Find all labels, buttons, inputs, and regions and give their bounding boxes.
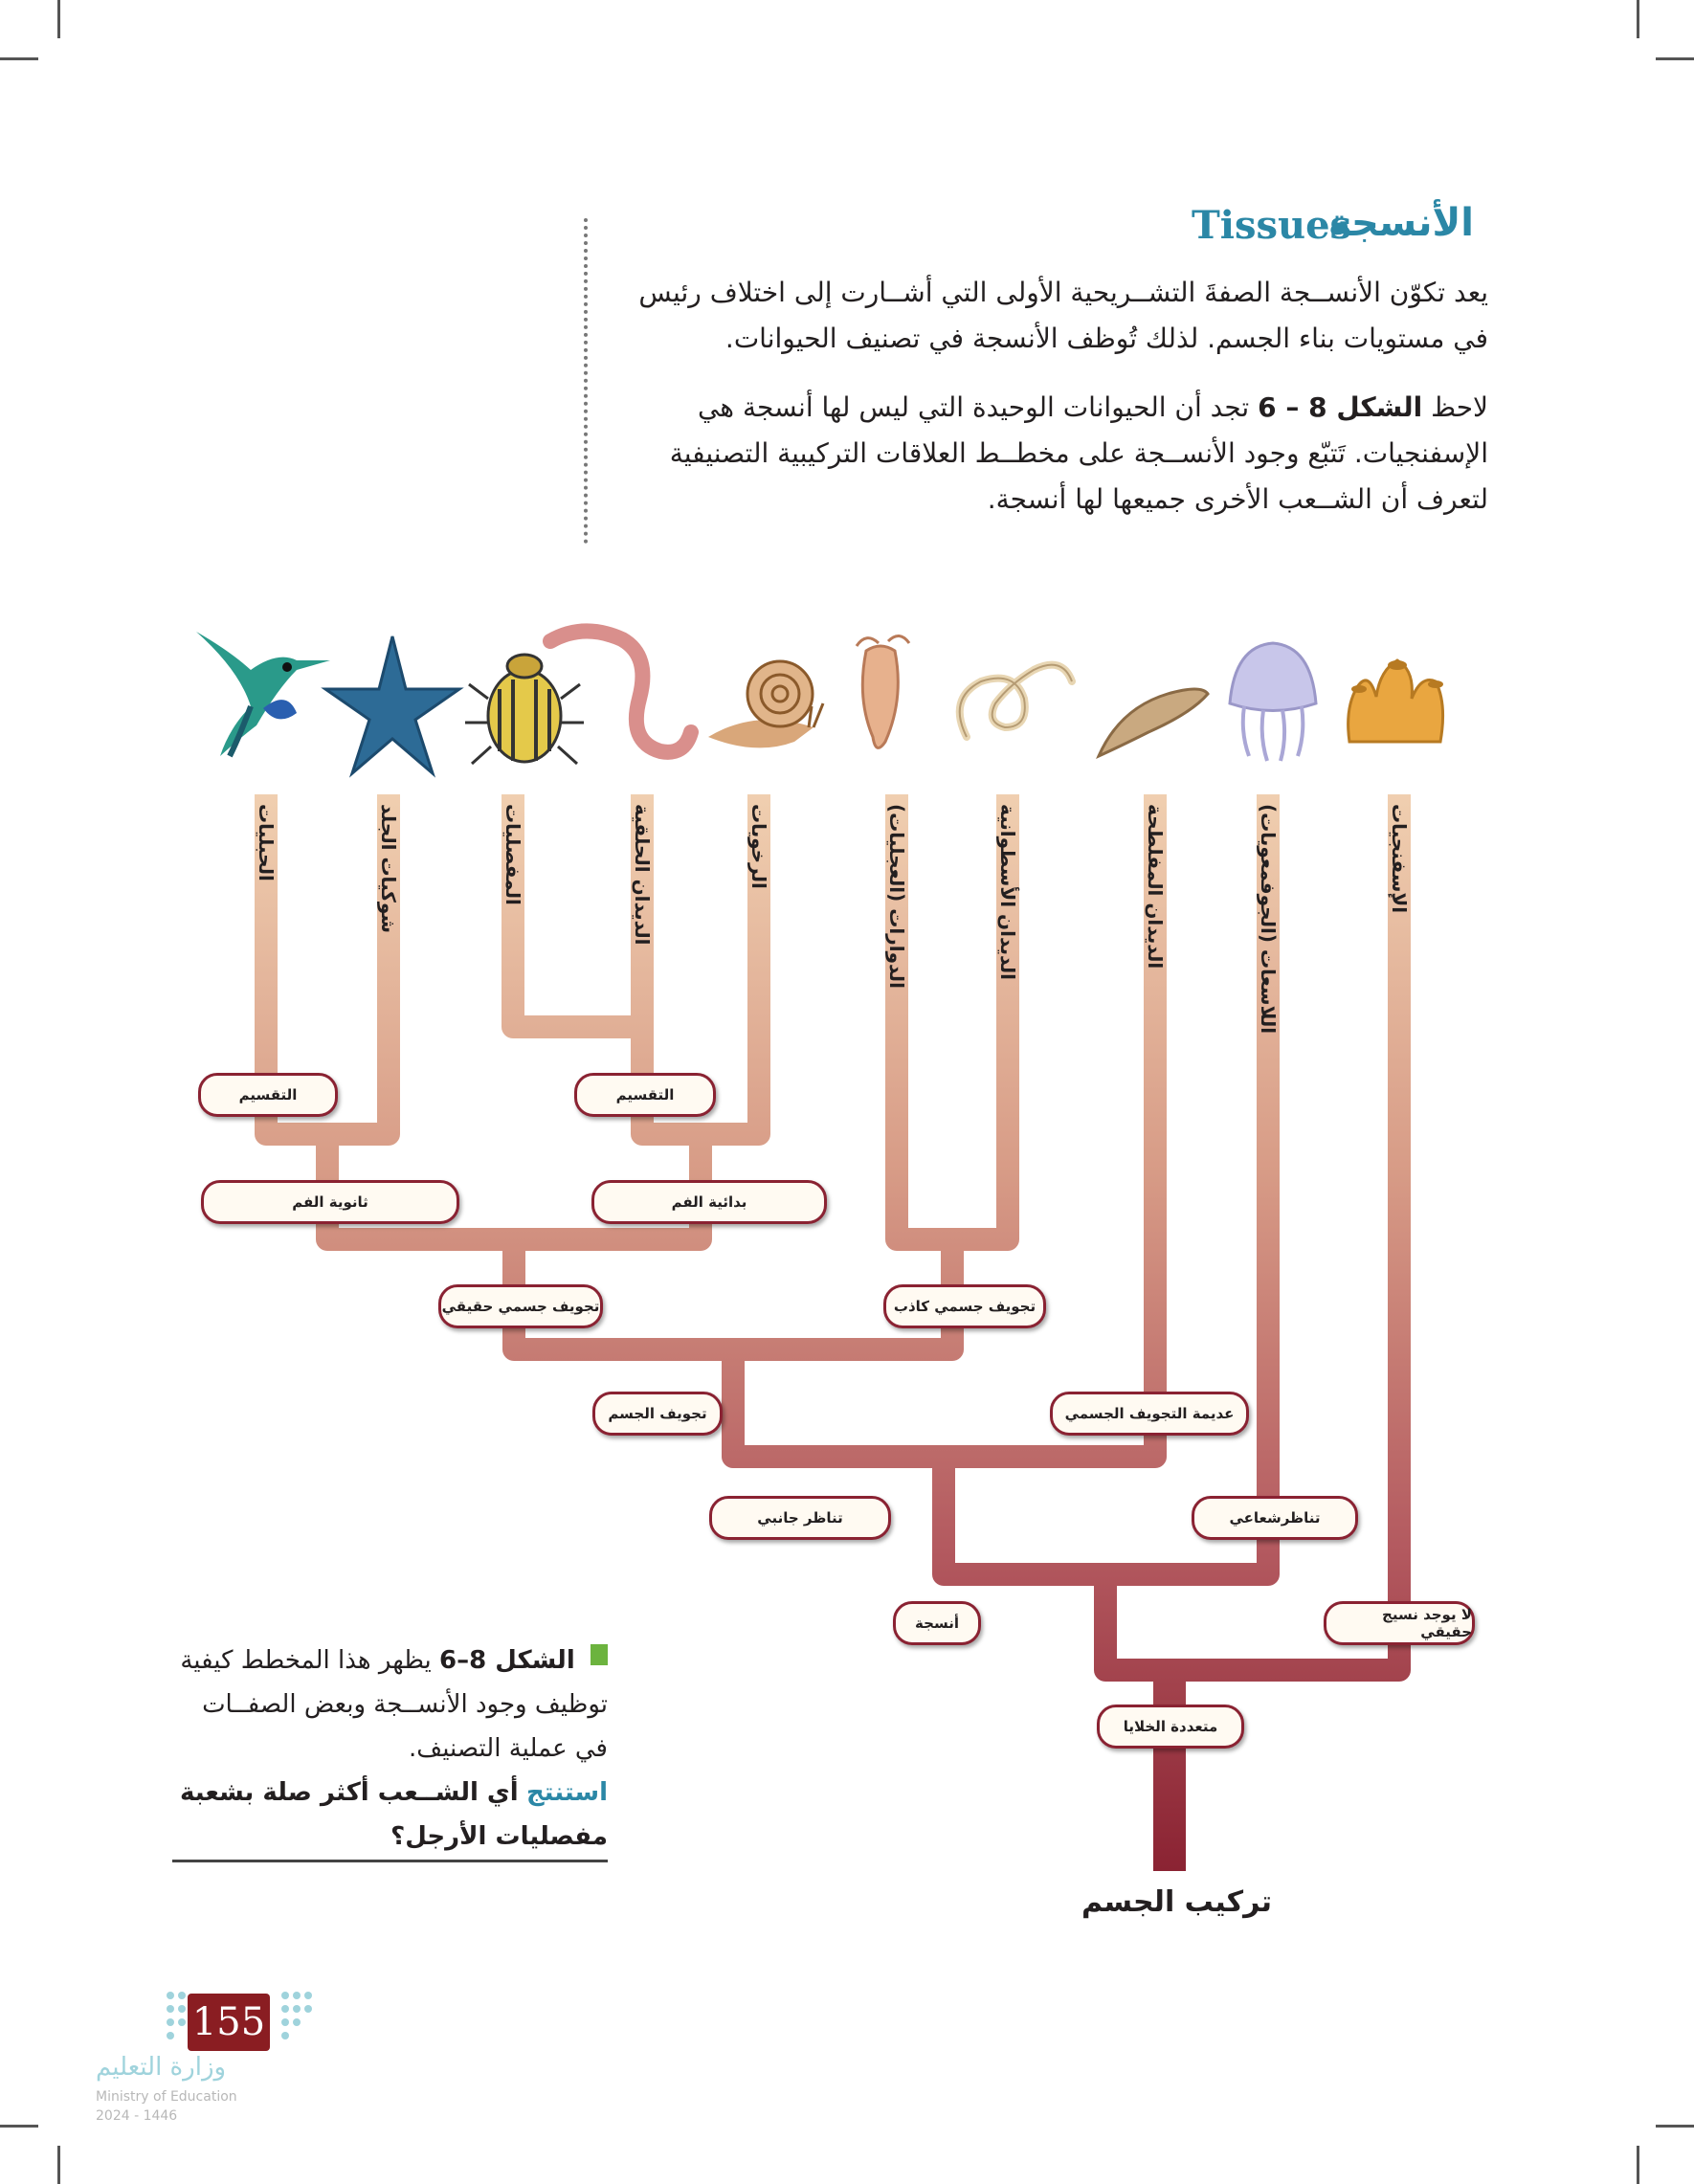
trait-box: التقسيم	[574, 1073, 716, 1117]
ministry-logo-text: وزارة التعليم	[96, 2053, 227, 2082]
branch-pseudocoelomates	[897, 794, 1008, 1239]
phylum-label: الديدان المفلطحة	[1144, 804, 1167, 969]
trait-box: عديمة التجويف الجسمي	[1050, 1392, 1249, 1436]
jellyfish-icon	[1230, 643, 1316, 761]
trait-box: تناظر جانبي	[709, 1496, 891, 1540]
base-label: تركيب الجسم	[1081, 1885, 1273, 1919]
caption-question: أي الشــعب أكثر صلة بشعبة مفصليات الأرجل؟	[180, 1778, 608, 1851]
section-title: الأنسجة	[1327, 201, 1474, 245]
phylum-label: الرخويات	[747, 804, 770, 889]
caption-text: يظهر هذا المخطط كيفية توظيف وجود الأنســجة وبعض الصفــات في عملية التصنيف.	[180, 1646, 608, 1763]
trait-box: أنسجة	[893, 1601, 981, 1645]
phylum-label: المفصليات	[502, 804, 524, 905]
trait-box: ثانوية الفم	[201, 1180, 459, 1224]
phylum-label: شوكيات الجلد	[377, 804, 400, 934]
phylum-label: الديدان الحلقية	[631, 804, 654, 946]
sponge-icon	[1349, 660, 1443, 742]
trait-box: لا يوجد نسيج حقيقي	[1324, 1601, 1475, 1645]
trait-box: تناظرشعاعي	[1192, 1496, 1358, 1540]
beetle-icon	[465, 655, 584, 764]
roundworm-icon	[960, 665, 1072, 737]
page-number: 155	[188, 1994, 270, 2051]
trait-box: متعددة الخلايا	[1097, 1705, 1244, 1749]
flatworm-icon	[1099, 689, 1208, 756]
trait-box: تجويف جسمي حقيقي	[438, 1284, 603, 1328]
phylum-label: اللاسعات (الجوفمعويات)	[1257, 804, 1280, 1035]
rotifer-icon	[857, 635, 909, 747]
paragraph-2-lead: لاحظ	[1431, 391, 1488, 423]
figure-reference: الشكل 8 – 6	[1258, 391, 1423, 423]
phylum-label: الإسفنجيات	[1388, 804, 1411, 914]
trait-box: تجويف جسمي كاذب	[883, 1284, 1046, 1328]
phylum-label: الديدان الأسطوانية	[996, 804, 1019, 980]
trait-box: تجويف الجسم	[592, 1392, 723, 1436]
paragraph-1: يعد تكوّن الأنســجة الصفةَ التشــريحية الأولى التي أشــارت إلى اختلاف رئيس في مستويات بناء الجسم. لذلك تُوظف الأنسجة في تصنيف الحيوانات.	[638, 277, 1488, 354]
trait-box: بدائية الفم	[591, 1180, 827, 1224]
trait-box: التقسيم	[198, 1073, 338, 1117]
caption-figure-label: الشكل 8–6	[439, 1646, 575, 1675]
paragraph-2-rest: تجد أن الحيوانات الوحيدة التي ليس لها أنسجة هي الإسفنجيات. تَتبّع وجود الأنســجة على مخطــط العلاقات التركيبية التصنيفية لتعرف أن الشــعب الأخرى جميعها لها أنسجة.	[669, 391, 1488, 515]
branch-arthropods-annelids	[513, 794, 642, 1027]
caption-rule	[172, 1860, 608, 1862]
hummingbird-icon	[196, 632, 330, 756]
caption-infer-label: استنتج	[525, 1778, 608, 1807]
ministry-year: 2024 - 1446	[96, 2108, 178, 2124]
figure-caption	[172, 1638, 608, 1859]
phylum-label: الحبليات	[255, 804, 278, 881]
ministry-name-en: Ministry of Education	[96, 2089, 237, 2105]
snail-icon	[708, 661, 823, 747]
starfish-icon	[325, 636, 459, 773]
phylum-label: الدوارات (العجليات)	[885, 804, 908, 989]
section-title-en: Tissues	[1192, 203, 1352, 248]
